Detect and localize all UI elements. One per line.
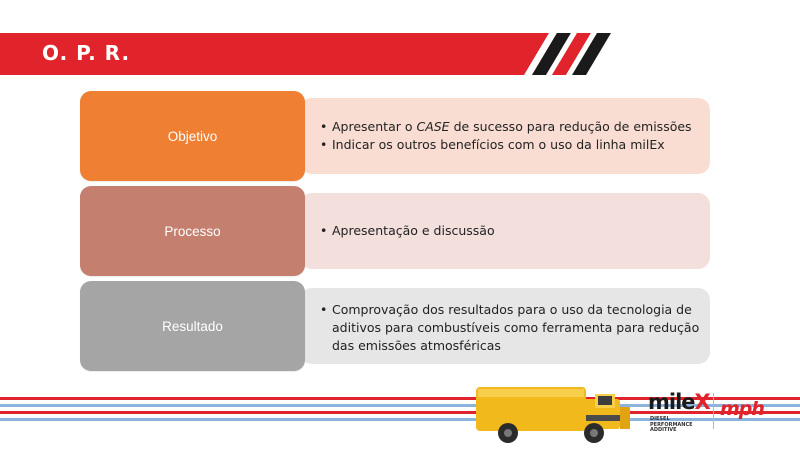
milex-logo bbox=[648, 390, 710, 435]
bullet-item: • Apresentação e discussão bbox=[320, 222, 700, 240]
logo-divider bbox=[713, 393, 714, 429]
mph-logo: mph bbox=[720, 398, 764, 420]
header-stripes-icon bbox=[505, 33, 625, 75]
resultado-label: Resultado bbox=[162, 318, 223, 334]
processo-bullets bbox=[320, 222, 700, 240]
bullet-item: • Apresentar o CASE de sucesso para redução de emissões bbox=[320, 118, 700, 136]
resultado-bullets bbox=[320, 301, 700, 355]
page-title: O. P. R. bbox=[42, 41, 131, 65]
objetivo-label-box bbox=[80, 91, 305, 181]
resultado-label-box bbox=[80, 281, 305, 371]
objetivo-bullets bbox=[320, 118, 700, 154]
opr-row-resultado bbox=[80, 281, 710, 371]
header-banner bbox=[0, 33, 800, 75]
milex-wordmark: mileX bbox=[648, 390, 710, 414]
processo-label-box bbox=[80, 186, 305, 276]
header-bar bbox=[0, 33, 560, 75]
processo-label: Processo bbox=[164, 223, 221, 239]
milex-subtitle: DIESEL PERFORMANCE ADDITIVE bbox=[650, 416, 693, 433]
opr-row-processo bbox=[80, 186, 710, 276]
opr-row-objetivo bbox=[80, 91, 710, 181]
bullet-item: • Comprovação dos resultados para o uso da tecnologia de aditivos para combustíveis como ferramenta para redução das emissões atmosféricas bbox=[320, 301, 700, 355]
bullet-item: • Indicar os outros benefícios com o uso da linha milEx bbox=[320, 136, 700, 154]
mining-truck-icon bbox=[470, 385, 640, 443]
objetivo-label: Objetivo bbox=[167, 128, 218, 144]
